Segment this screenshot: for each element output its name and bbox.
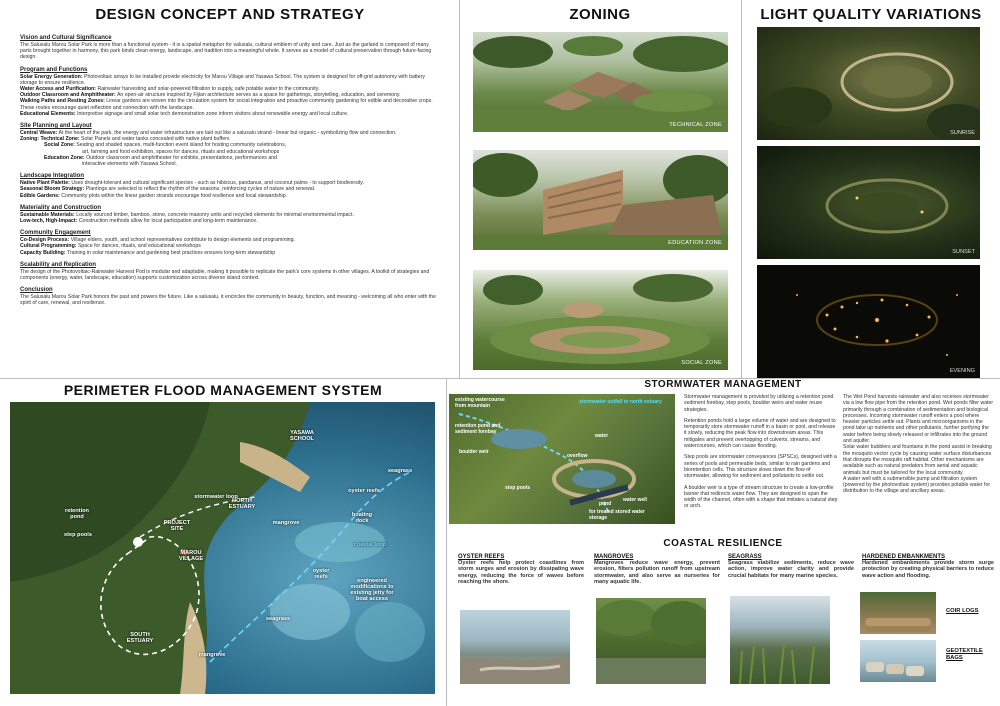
design-concept-title: DESIGN CONCEPT AND STRATEGY — [95, 6, 365, 23]
light-quality-panel — [742, 0, 1000, 378]
materiality-section — [20, 205, 440, 224]
social-zone-render — [473, 270, 728, 370]
site-section — [20, 123, 440, 167]
community-section — [20, 230, 440, 256]
map-label-oyster-reefs: oyster reefs — [348, 488, 380, 494]
coastal-heading: SEAGRASS — [728, 554, 762, 560]
mangrove-photo — [596, 598, 706, 684]
site-aerial-map — [10, 402, 435, 694]
map-label-retention-pond: retention pond — [65, 508, 89, 520]
community-item: Capacity Building: Training in solar maintenance and gardening best practices ensures long-term stewardship — [20, 249, 276, 256]
light-label: EVENING — [949, 368, 975, 374]
coastal-description: Seagrass stabilize sediments, reduce wave action, improve water clarity and provide crucial habitats for many marine species. — [728, 560, 854, 579]
geotextile-bags-label: GEOTEXTILE BAGS — [946, 648, 983, 661]
oyster-reefs-column — [458, 554, 584, 586]
conclusion-heading: Conclusion — [20, 287, 53, 294]
hardened-embankments-column — [862, 554, 994, 579]
coir-logs-label: COIR LOGS — [946, 608, 979, 614]
seagrass-photo — [730, 596, 830, 684]
map-label-oyster-reefs: oyster reefs — [312, 568, 330, 580]
coastal-heading: MANGROVES — [594, 554, 634, 560]
map-label-north-estuary: NORTH ESTUARY — [228, 498, 256, 510]
diagram-label-water-well: water well — [623, 497, 647, 503]
map-label-marou-village: MAROU VILLAGE — [178, 550, 204, 562]
vision-section — [20, 35, 440, 61]
program-heading: Program and Functions — [20, 66, 88, 73]
zone-label: EDUCATION ZONE — [668, 240, 722, 246]
light-label: SUNSET — [952, 249, 975, 255]
map-label-engineered-jetty: engineered modifications to existing jetty for boat access — [350, 578, 394, 602]
vision-text: The Salusalu Marou Solar Park is more than a functional system - it is a spatial metaphor for salusalu, cultural emblem of unity and care. Just as the garland is composed of many parts brought together in harmony, this park binds clean energy, landscape, and tradition into a meaningful whole. It serves as a model of cultural preservation through future-facing design. — [20, 42, 432, 61]
stormwater-diagram — [449, 394, 675, 524]
design-concept-panel — [0, 0, 458, 378]
zone-label: TECHNICAL ZONE — [669, 122, 722, 128]
program-item: Educational Elements: Interpretive signage and small solar tech demonstration zone inform visitors about renewable energy and local culture. — [20, 110, 349, 117]
materiality-item: Sustainable Materials: Locally sourced timber, bamboo, stone, concrete masonry units and recycled elements for minimal environmental impact. — [20, 211, 354, 218]
map-label-seagrass: seagrass — [387, 468, 413, 474]
conclusion-section — [20, 287, 440, 306]
flood-management-panel — [0, 380, 446, 706]
coastal-description: Oyster reefs help protect coastlines from storm surges and erosion by dissipating wave energy, reducing the force of waves before reaching the shore. — [458, 560, 584, 586]
light-label: SUNRISE — [950, 130, 975, 136]
stormwater-panel — [446, 378, 1000, 528]
diagram-label-boulder-weir: boulder weir — [459, 449, 489, 455]
coastal-description: Mangroves reduce wave energy, prevent erosion, filters pollution runoff from upstream stormwater, and also serve as nurseries for many aquatic life. — [594, 560, 720, 586]
materiality-heading: Materiality and Construction — [20, 204, 102, 211]
diagram-label-retention: retention pond and sediment forebay — [455, 423, 501, 435]
site-item: Zoning: Technical Zone: Solar Panels and water tanks concealed with native plant buffers — [20, 136, 230, 143]
diagram-label-step-pools: step pools — [505, 485, 531, 491]
zoning-title: ZONING — [569, 6, 631, 23]
coastal-description: Hardened embankments provide storm surge protection by creating physical barriers to reduce wave action and flooding. — [862, 560, 994, 579]
site-item: interactive elements with Yasawa School. — [82, 161, 177, 168]
community-item: Cultural Programming: Space for dances, rituals, and educational workshops — [20, 243, 201, 250]
diagram-label-existing: existing watercourse from mountain — [455, 397, 505, 409]
map-label-yasawa: YASAWA SCHOOL — [290, 430, 314, 442]
program-item: Walking Paths and Resting Zones: Linear gardens are woven into the circulation system for social integration and proactive community gardening for edible and decorative crops. These routes encourage quiet reflection and connection with the landscape. — [20, 98, 433, 111]
site-item: Central Weave: At the heart of the park, the energy and water infrastructure are laid out like a salusalu strand - linear but organic - symbolizing flow and connection. — [20, 130, 397, 137]
program-item: Solar Energy Generation: Photovoltaic arrays to be installed provide electricity for Marou Village and Yasawa School. The system is designed for off-grid autonomy with battery storage to ensure resilience. — [20, 73, 425, 86]
evening-render — [757, 265, 980, 378]
zone-label: SOCIAL ZONE — [681, 360, 722, 366]
seagrass-column — [728, 554, 854, 579]
sunrise-render — [757, 27, 980, 140]
stormwater-text-col2 — [843, 394, 995, 495]
site-heading: Site Planning and Layout — [20, 123, 92, 130]
geotextile-bags-photo — [860, 640, 936, 682]
map-label-seagrass: seagrass — [265, 616, 291, 622]
diagram-label-outfall: stormwater outfall to north estuary — [579, 399, 662, 405]
oyster-reef-photo — [460, 610, 570, 684]
coastal-resilience-title: COASTAL RESILIENCE — [663, 538, 783, 549]
stormwater-paragraph: Retention ponds hold a large volume of water and are designed to temporarily store stormwater runoff in a basin or pool, and release it slowly, reducing the peak flow into downstream areas. This mitigates and prevent overtopping of culverts, streams, and watercourses, which can cause flooding. — [684, 417, 836, 450]
coir-logs-photo — [860, 592, 936, 634]
map-label-mangrove: mangrove — [198, 652, 226, 658]
landscape-item: Seasonal Bloom Strategy: Plantings are selected to reflect the rhythm of the seasons, reinforcing cycles of nature and renewal. — [20, 186, 316, 193]
zoning-panel — [460, 0, 740, 378]
stormwater-paragraph: Stormwater management is provided by utilizing a retention pond sediment forebay, step pools, boulder weirs and water reuse strategies. — [684, 394, 834, 413]
stormwater-title: STORMWATER MANAGEMENT — [644, 379, 802, 390]
scalability-section — [20, 262, 440, 281]
diagram-label-stored-water: for treated stored water storage — [589, 509, 645, 521]
stormwater-paragraph: Step pools are stormwater conveyances (SPSCs), designed with a series of pools and permeable beds, similar to rain gardens and bioretention cells. This structure slows down the flow of stormwater, allowing for sediment and pollutants to settle out. — [684, 454, 837, 480]
stormwater-paragraph: A water well with a submersible pump and filtration system (powered by the photovoltaic system) provides potable water for distribution to the village and ancillary areas. — [843, 475, 991, 495]
diagram-label-pond: pond — [599, 501, 612, 507]
landscape-section — [20, 173, 440, 199]
map-label-boating-dock: boating dock — [351, 512, 373, 524]
map-label-mangrove: mangrove — [272, 520, 300, 526]
diagram-label-water: water — [595, 433, 609, 439]
materiality-item: Low-tech, High-Impact: Construction methods allow for local participation and long-term maintenance. — [20, 218, 258, 225]
coastal-heading: OYSTER REEFS — [458, 554, 505, 560]
landscape-item: Native Plant Palette: Uses drought-tolerant and cultural significant species - such as hibiscus, pandanus, and coconut palms - to support biodiversity. — [20, 180, 364, 187]
landscape-item: Edible Gardens: Community plots within the linear garden strands encourage food resilience and local stewardship. — [20, 192, 288, 199]
stormwater-text-col1 — [684, 394, 838, 510]
scalability-heading: Scalability and Replication — [20, 261, 97, 268]
map-label-project-site: PROJECT SITE — [163, 520, 191, 532]
map-label-stormwater-loop: stormwater loop — [194, 494, 238, 500]
site-item: art, farming and food exhibition, spaces for dances, rituals and educational workshops — [82, 148, 280, 155]
coastal-resilience-panel — [446, 538, 1000, 706]
stormwater-paragraph: Solar water bubblers and fountains in the pond assist in breaking the mosquito vector cycle by causing water surface disturbances that disrupts the mosquito raft habitat. Other mechanisms are available such as natural predators from aerial and aquatic animals but must be tailored for the local community. — [843, 444, 992, 476]
education-zone-render — [473, 150, 728, 250]
stormwater-paragraph: A boulder weir is a type of stream structure to create a low-profile barrier that redirects water flow. They are designed to span the width of the channel, often with a shape that imitates a natural step or arch. — [684, 484, 838, 510]
sunset-render — [757, 146, 980, 259]
program-section — [20, 67, 440, 117]
map-label-coastal-loop: coastal loop — [353, 542, 387, 548]
program-item: Water Access and Purification: Rainwater harvesting and solar-powered filtration to supply, safe potable water to the community. — [20, 86, 320, 93]
technical-zone-render — [473, 32, 728, 132]
site-item: Education Zone: Outdoor classroom and amphitheater for exhibits, presentations, performances and — [44, 154, 277, 161]
community-heading: Community Engagement — [20, 230, 91, 237]
program-item: Outdoor Classroom and Amphitheater: An open-air structure inspired by Fijian architecture serves as a space for gatherings, storytelling, education, and ceremony. — [20, 92, 401, 99]
map-label-step-pools: step pools — [64, 532, 92, 538]
map-label-south-estuary: SOUTH ESTUARY — [126, 632, 154, 644]
stormwater-paragraph: The Wet Pond harvests rainwater and also receives stormwater via a low flow pipe from the retention pond. Wet ponds filter water primarily through a combination of sedimentation and biological processes. Incoming stormwater runoff enters a pool where heavier particles settle out. Plants and microorganisms in the pond take up nutrients and other pollutants, further purifying the water before being slowly released or infiltrates into the ground and aquifer. — [843, 394, 994, 445]
coastal-heading: HARDENED EMBANKMENTS — [862, 554, 946, 560]
scalability-text: The design of the Photovoltaic-Rainwater Harvest Pod is modular and adaptable, making it possible to replicate the park's core systems in other villages. A toolkit of strategies and components (energy, water, landscape, education) supports customization across diverse island context. — [20, 268, 430, 282]
site-item: Social Zone: Seating and shaded spaces, multi-function event island for hosting community celebrations, — [44, 142, 287, 149]
diagram-label-overflow: overflow — [567, 453, 588, 459]
community-item: Co-Design Process: Village elders, youth, and school representatives contribute to design elements and programming. — [20, 237, 296, 244]
mangroves-column — [594, 554, 720, 586]
light-quality-title: LIGHT QUALITY VARIATIONS — [760, 6, 982, 23]
flood-management-title: PERIMETER FLOOD MANAGEMENT SYSTEM — [63, 382, 383, 398]
landscape-heading: Landscape Integration — [20, 173, 85, 180]
conclusion-text: The Salusalu Marou Solar Park honors the past and powers the future. Like a salusalu, it encircles the community in beauty, function, and meaning - welcoming all who enter with the spirit of care, renewal, and resilience. — [20, 294, 436, 307]
vision-heading: Vision and Cultural Significance — [20, 35, 112, 41]
